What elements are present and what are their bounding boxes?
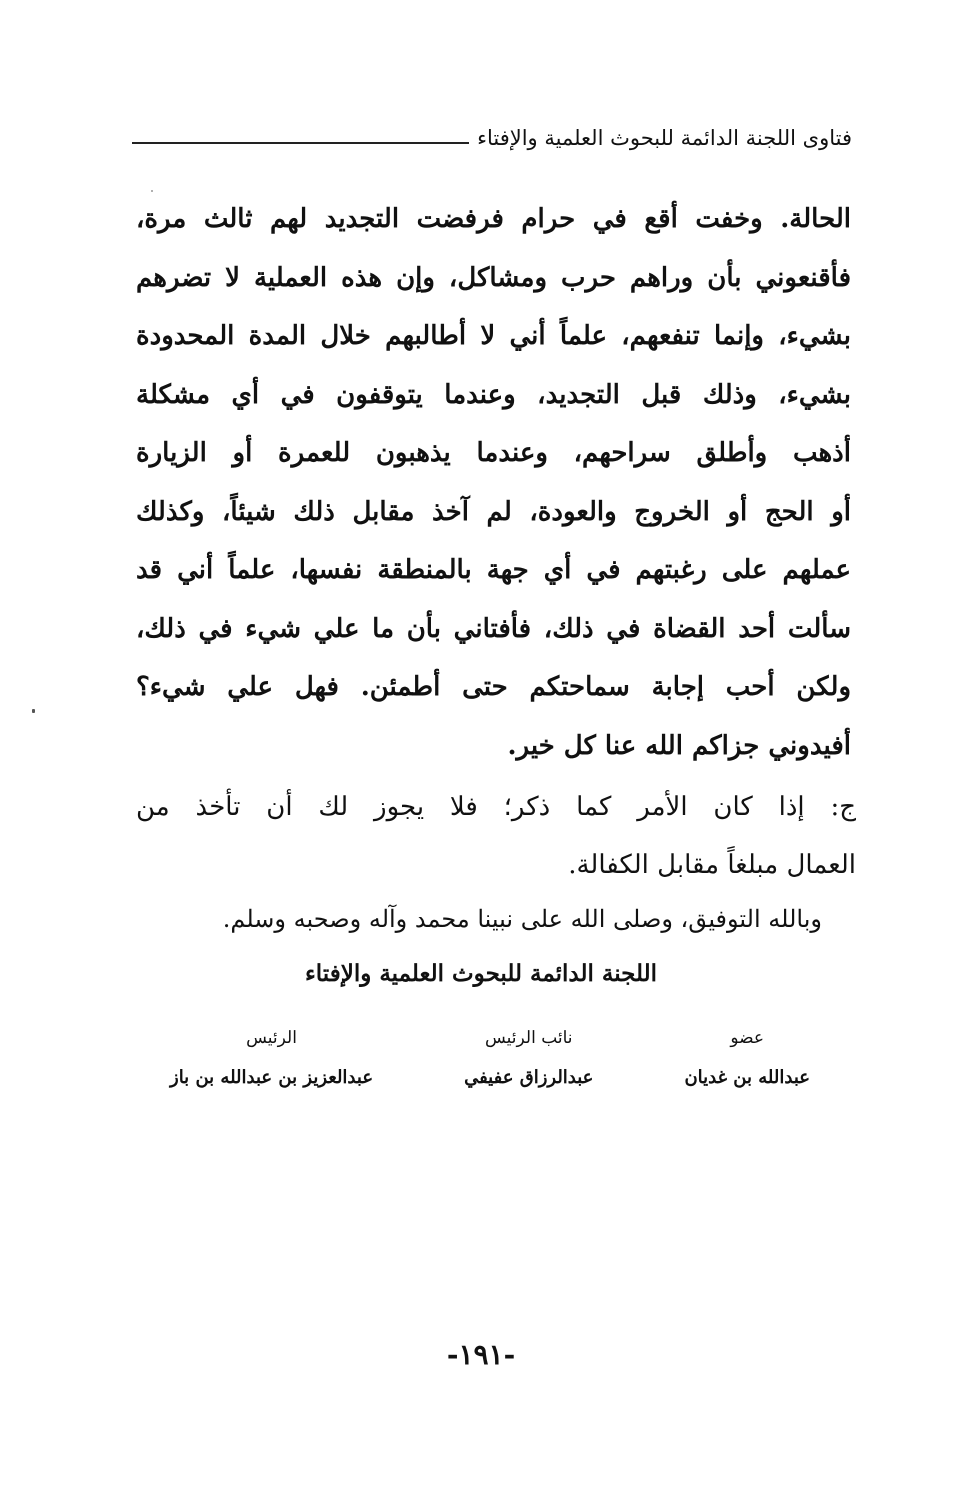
signatory-role: عضو	[730, 1028, 765, 1048]
signatory-president	[170, 1018, 373, 1098]
signatory-name: عبدالعزيز بن عبدالله بن باز	[170, 1067, 374, 1088]
closing-formula: وبالله التوفيق، وصلى الله على نبينا محمد وآله وصحبه وسلم.	[222, 905, 822, 933]
question-line: أذهب وأطلق سراحهم، وعندما يذهبون للعمرة أو الزيارة	[136, 438, 851, 468]
scan-speck	[32, 709, 35, 713]
question-text	[136, 190, 851, 775]
running-header	[132, 118, 852, 158]
signatory-name: عبدالله بن غديان	[684, 1067, 810, 1088]
question-line: عملهم على رغبتهم في أي جهة بالمنطقة نفسها، علماً أني قد	[136, 555, 851, 585]
signatory-role: الرئيس	[246, 1028, 297, 1048]
question-line: بشيء، وذلك قبل التجديد، وعندما يتوقفون في أي مشكلة	[136, 379, 851, 410]
answer-line: العمال مبلغاً مقابل الكفالة.	[568, 850, 856, 880]
page-number: -١٩١-	[446, 1338, 516, 1371]
question-line: ولكن أحب إجابة سماحتكم حتى أطمئن. فهل علي شيء؟	[136, 672, 851, 702]
signatory-name: عبدالرزاق عفيفي	[464, 1067, 594, 1088]
question-line: فأقنعوني بأن وراهم حرب ومشاكل، وإن هذه العملية لا تضرهم	[136, 262, 851, 293]
running-header-title: فتاوى اللجنة الدائمة للبحوث العلمية والإفتاء	[477, 126, 852, 150]
answer-line: ج: إذا كان الأمر كما ذكر؛ فلا يجوز لك أن تأخذ من	[136, 792, 856, 822]
answer-text	[136, 778, 856, 894]
signatory-vice-president	[464, 1018, 593, 1098]
question-line: الحالة. وخفت أقع في حرام فرفضت التجديد لهم ثالث مرة،	[136, 204, 851, 234]
question-line: أفيدوني جزاكم الله عنا كل خير.	[507, 730, 851, 761]
committee-name: اللجنة الدائمة للبحوث العلمية والإفتاء	[304, 960, 658, 987]
question-line: بشيء، وإنما تنفعهم، علماً أني لا أطالبهم خلال المدة المحدودة	[136, 321, 851, 351]
signatory-role: نائب الرئيس	[484, 1028, 573, 1048]
signatory-member	[684, 1018, 810, 1098]
signatories	[170, 1018, 810, 1098]
header-rule	[132, 142, 469, 144]
scan-speck	[151, 190, 153, 192]
question-line: أو الحج أو الخروج والعودة، لم آخذ مقابل ذلك شيئاً، وكذلك	[136, 496, 851, 527]
question-line: سألت أحد القضاة في ذلك، فأفتاني بأن ما علي شيء في ذلك،	[136, 613, 851, 644]
